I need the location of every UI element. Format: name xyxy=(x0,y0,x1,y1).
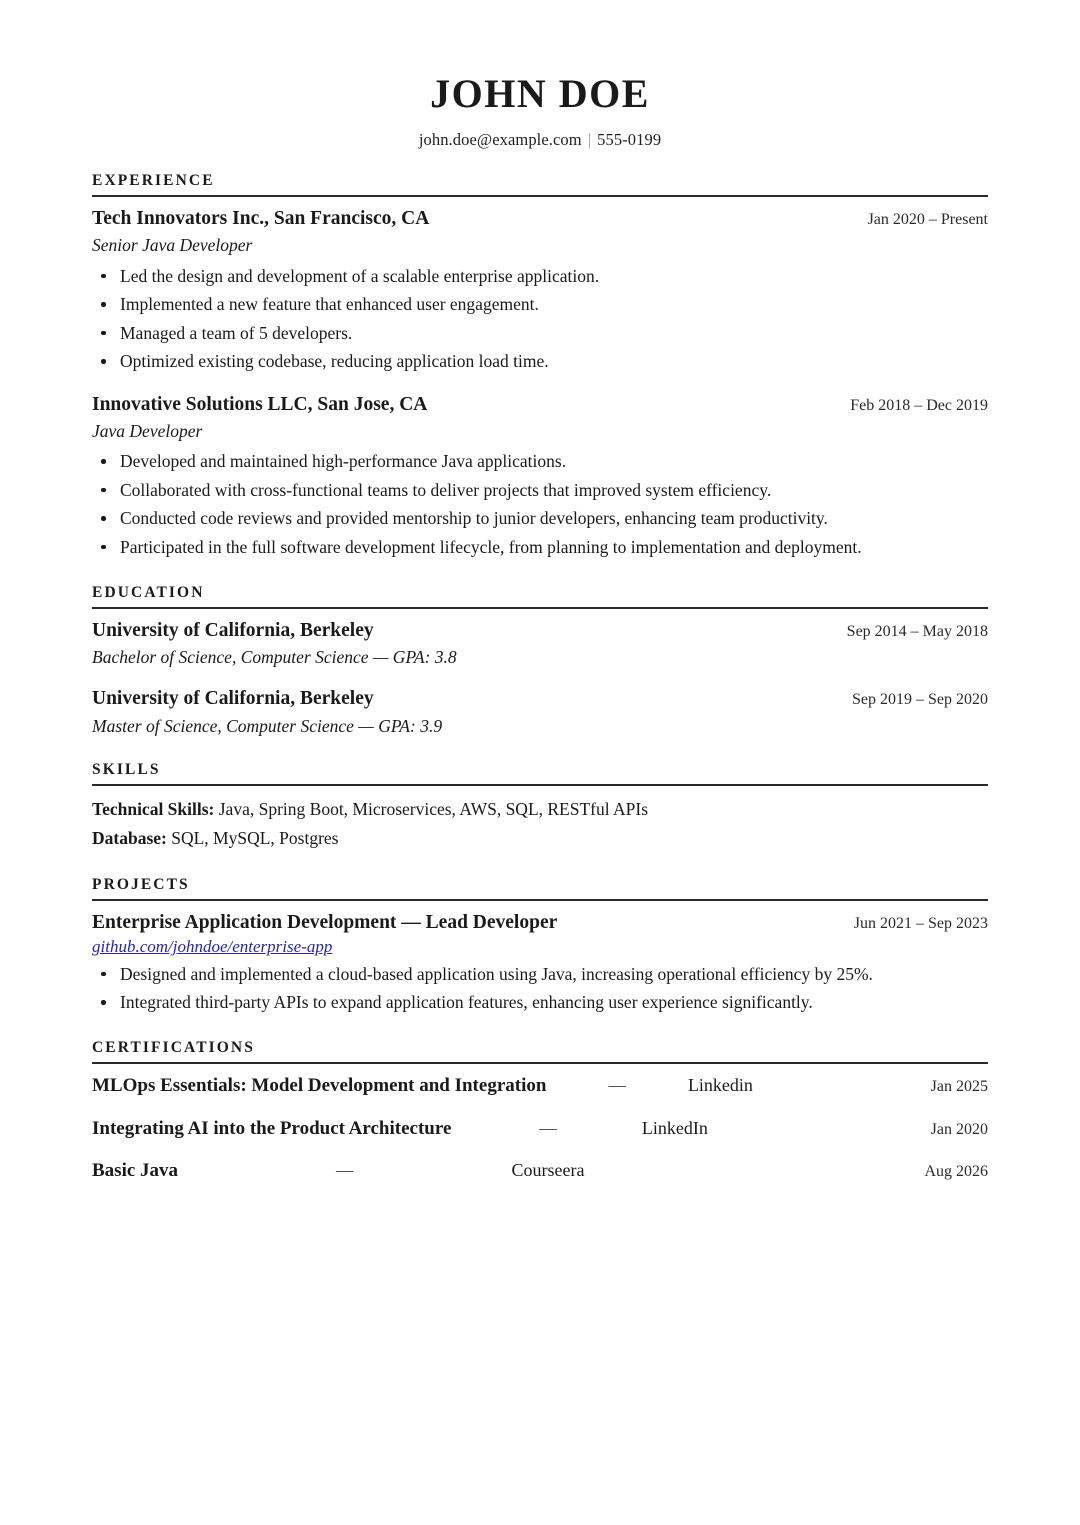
phone-text: 555-0199 xyxy=(597,130,662,149)
experience-bullet-list xyxy=(92,447,988,561)
candidate-name: JOHN DOE xyxy=(430,71,650,116)
section-rule xyxy=(92,195,988,197)
certification-date: Jan 2020 xyxy=(930,1120,988,1138)
certification-issuer: Linkedin xyxy=(687,1075,753,1095)
experience-bullet: Managed a team of 5 developers. xyxy=(92,319,988,348)
experience-bullet: Led the design and development of a scalable enterprise application. xyxy=(92,262,988,291)
experience-bullet: Optimized existing codebase, reducing application load time. xyxy=(92,347,988,376)
email-text: john.doe@example.com xyxy=(418,130,582,149)
certification-name: Basic Java xyxy=(92,1160,179,1182)
education-entry-head xyxy=(92,618,988,644)
experience-role: Senior Java Developer xyxy=(92,235,253,256)
section-title-skills: SKILLS xyxy=(92,760,161,778)
education-entry xyxy=(92,618,988,671)
experience-entry xyxy=(92,392,988,562)
experience-bullet: Participated in the full software development lifecycle, from planning to implementation and deployment. xyxy=(92,533,988,562)
experience-bullet: Collaborated with cross-functional teams to deliver projects that improved system efficiency. xyxy=(92,476,988,505)
certification-dash: — xyxy=(539,1117,557,1138)
experience-bullet: Developed and maintained high-performance Java applications. xyxy=(92,447,988,476)
project-name: Enterprise Application Development — Lead Developer xyxy=(92,911,558,933)
certification-date: Aug 2026 xyxy=(924,1163,988,1181)
resume-header xyxy=(92,0,988,150)
skill-values: SQL, MySQL, Postgres xyxy=(166,828,339,849)
education-degree: Master of Science, Computer Science — GPA: 3.9 xyxy=(92,715,443,736)
project-entry xyxy=(92,910,988,1017)
section-projects xyxy=(92,876,988,1017)
section-title-education: EDUCATION xyxy=(92,583,205,601)
certification-date: Jan 2025 xyxy=(930,1078,988,1095)
skill-label: Technical Skills: xyxy=(92,798,215,819)
section-certifications xyxy=(92,1039,988,1184)
section-title-experience: EXPERIENCE xyxy=(92,172,215,189)
education-date: Sep 2014 – May 2018 xyxy=(846,622,988,640)
experience-entry xyxy=(92,206,988,376)
certification-name: Integrating AI into the Product Architecture xyxy=(92,1117,452,1139)
experience-entry-head xyxy=(92,392,988,418)
experience-role: Java Developer xyxy=(92,421,203,442)
experience-entry-head xyxy=(92,206,988,232)
experience-date: Jan 2020 – Present xyxy=(867,211,988,228)
experience-bullet: Conducted code reviews and provided mentorship to junior developers, enhancing team productivity. xyxy=(92,504,988,533)
certification-row xyxy=(92,1158,988,1184)
experience-bullet-list xyxy=(92,262,988,376)
contact-separator: | xyxy=(587,130,592,149)
project-link[interactable]: github.com/johndoe/enterprise-app xyxy=(92,936,333,956)
section-education xyxy=(92,584,988,739)
project-bullet: Integrated third-party APIs to expand application features, enhancing user experience significantly. xyxy=(92,988,988,1017)
certification-dash: — xyxy=(336,1160,354,1181)
education-entry-head xyxy=(92,686,988,712)
experience-company: Tech Innovators Inc., San Francisco, CA xyxy=(92,208,430,229)
education-school: University of California, Berkeley xyxy=(92,619,374,641)
skill-label: Database: xyxy=(92,828,167,849)
project-entry-head xyxy=(92,910,988,936)
skill-line xyxy=(92,824,988,853)
section-title-projects: PROJECTS xyxy=(92,875,190,893)
skill-values: Java, Spring Boot, Microservices, AWS, SQL, RESTful APIs xyxy=(214,798,649,819)
contact-line xyxy=(92,130,988,150)
certification-row xyxy=(92,1116,988,1142)
section-rule xyxy=(92,784,988,786)
project-bullet-list xyxy=(92,960,988,1017)
project-bullet: Designed and implemented a cloud-based application using Java, increasing operational efficiency by 25%. xyxy=(92,960,988,989)
section-rule xyxy=(92,899,988,901)
certification-issuer: Courseera xyxy=(511,1160,585,1181)
certification-row xyxy=(92,1073,988,1099)
education-school: University of California, Berkeley xyxy=(92,688,374,710)
section-experience xyxy=(92,172,988,562)
education-degree: Bachelor of Science, Computer Science — GPA: 3.8 xyxy=(92,646,457,667)
experience-company: Innovative Solutions LLC, San Jose, CA xyxy=(92,393,428,415)
certification-issuer: LinkedIn xyxy=(641,1117,708,1138)
certification-dash: — xyxy=(608,1075,626,1095)
project-date: Jun 2021 – Sep 2023 xyxy=(853,914,988,932)
section-rule xyxy=(92,607,988,609)
certification-name: MLOps Essentials: Model Development and Integration xyxy=(92,1075,547,1096)
skill-line xyxy=(92,795,988,824)
education-entry xyxy=(92,686,988,739)
section-title-certifications: CERTIFICATIONS xyxy=(92,1039,255,1056)
experience-date: Feb 2018 – Dec 2019 xyxy=(850,396,988,414)
section-rule xyxy=(92,1062,988,1064)
experience-bullet: Implemented a new feature that enhanced user engagement. xyxy=(92,290,988,319)
section-skills xyxy=(92,761,988,854)
education-date: Sep 2019 – Sep 2020 xyxy=(852,691,988,709)
